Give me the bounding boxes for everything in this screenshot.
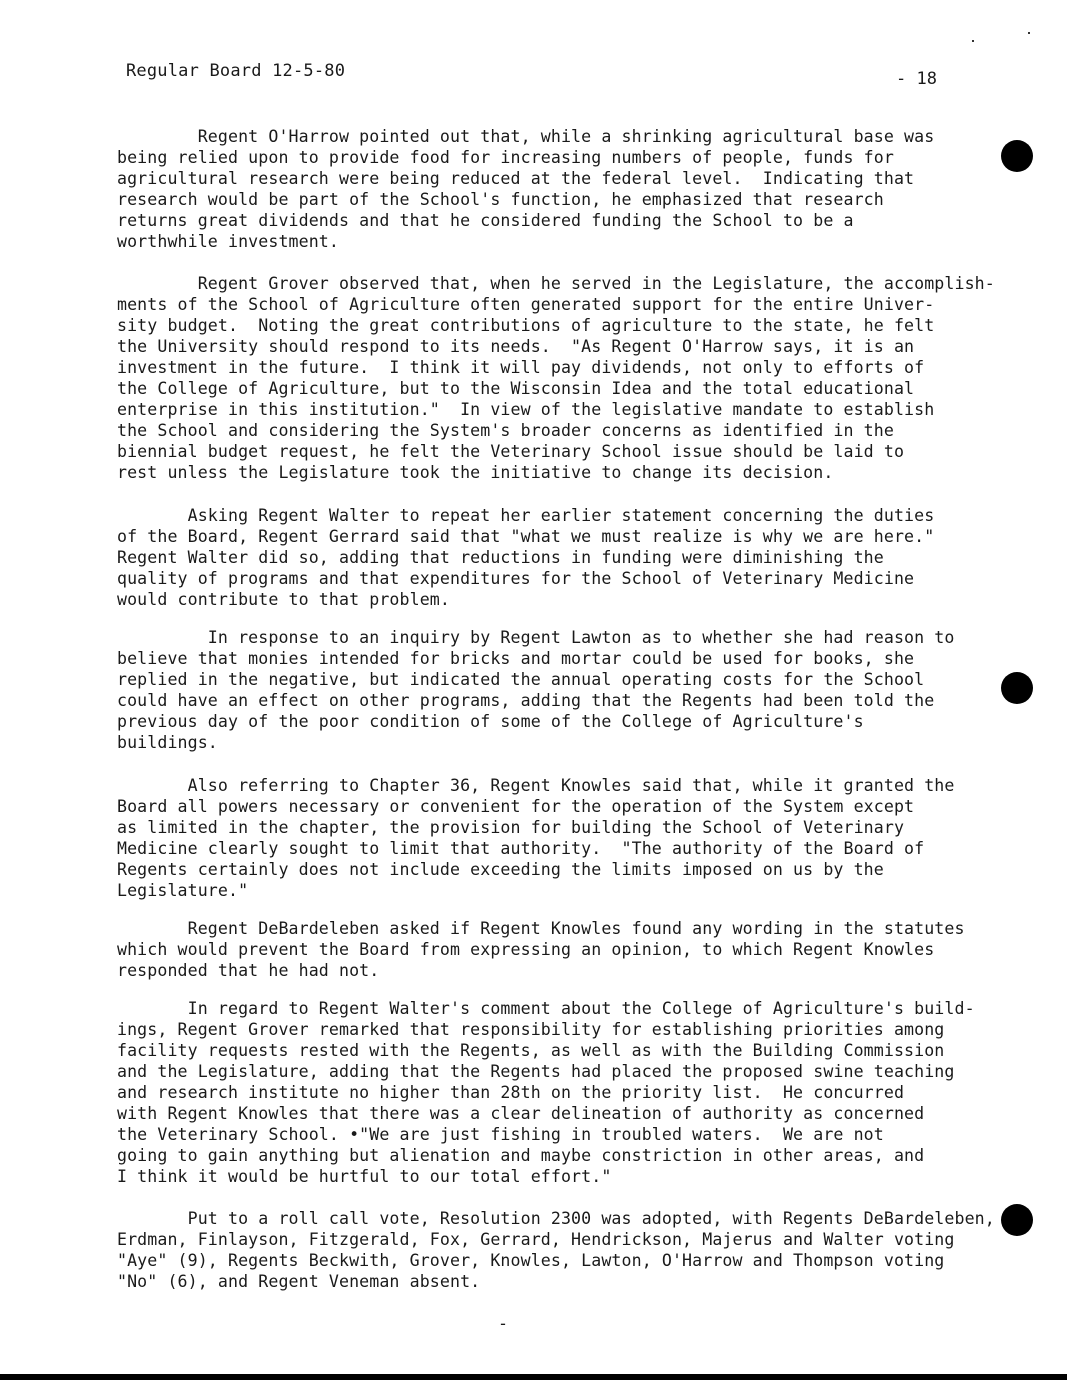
paragraph-grover-legislature: Regent Grover observed that, when he served in the Legislature, the accomplish- ments of the School of Agriculture often generated support for the entire Univer- sity budget. Noting the great contributions of agriculture to the state, he felt the University should respond to its needs. "As Regent O'Harrow says, it is an investment in the future. I think it will pay dividends, not only to efforts of the College of Agriculture, but to the Wisconsin Idea and the total educational enterprise in this institution." In view of the legislative mandate to establish the School and considering the System's broader concerns as identified in the biennial budget request, he felt the Veterinary School issue should be laid to rest unless the Legislature took the initiative to change its decision. [117,274,995,482]
scan-speck [972,40,974,42]
paragraph-walter-gerrard: Asking Regent Walter to repeat her earlier statement concerning the duties of the Board, Regent Gerrard said that "what we must realize is why we are here." Regent Walter did so, adding that reductions in funding were diminishing the quality of programs and that expenditures for the School of Veterinary Medicine would contribute to that problem. [117,506,935,609]
paragraph-knowles-chapter36: Also referring to Chapter 36, Regent Knowles said that, while it granted the Board all powers necessary or convenient for the operation of the System except as limited in the chapter, the provision for building the School of Veterinary Medicine clearly sought to limit that authority. "The authority of the Board of Regents certainly does not include exceeding the limits imposed on us by the Legislature." [117,776,955,900]
punch-hole-middle [1001,672,1033,704]
punch-hole-bottom [1001,1204,1033,1236]
paragraph-oharrow: Regent O'Harrow pointed out that, while a shrinking agricultural base was being relied upon to provide food for increasing numbers of people, funds for agricultural research were being reduced at the federal level. Indicating that research would be part of the School's function, he emphasized that research returns great dividends and that he considered funding the School to be a worthwhile investment. [117,127,935,251]
scan-speck [1028,32,1030,34]
paragraph-debardeleben: Regent DeBardeleben asked if Regent Knowles found any wording in the statutes which would prevent the Board from expressing an opinion, to which Regent Knowles responded that he had not. [117,919,965,980]
paragraph-lawton-inquiry: In response to an inquiry by Regent Lawton as to whether she had reason to believe that monies intended for bricks and mortar could be used for books, she replied in the negative, but indicated the annual operating costs for the School could have an effect on other programs, adding that the Regents had been told the previous day of the poor condition of some of the College of Agriculture's buildings. [117,628,955,752]
punch-hole-top [1001,140,1033,172]
paragraph-grover-buildings: In regard to Regent Walter's comment about the College of Agriculture's build- ings, Regent Grover remarked that responsibility for establishing priorities among facility requests rested with the Regents, as well as with the Building Commission and the Legislature, adding that the Regents had placed the proposed swine teaching and research institute no higher than 28th on the priority list. He concurred with Regent Knowles that there was a clear delineation of authority as concerned the Veterinary School. •"We are just fishing in troubled waters. We are not going to gain anything but alienation and maybe constriction in other areas, and I think it would be hurtful to our total effort." [117,999,975,1186]
scan-edge-bar [0,1374,1067,1380]
page-number: - 18 [896,69,937,89]
footer-mark: - [498,1314,509,1333]
document-header-title: Regular Board 12-5-80 [126,61,346,81]
paragraph-roll-call-vote: Put to a roll call vote, Resolution 2300 was adopted, with Regents DeBardeleben, Erdman, Finlayson, Fitzgerald, Fox, Gerrard, Hendrickson, Majerus and Walter voting "Aye" (9), Regents Beckwith, Grover, Knowles, Lawton, O'Harrow and Thompson voting "No" (6), and Regent Veneman absent. [117,1209,995,1291]
